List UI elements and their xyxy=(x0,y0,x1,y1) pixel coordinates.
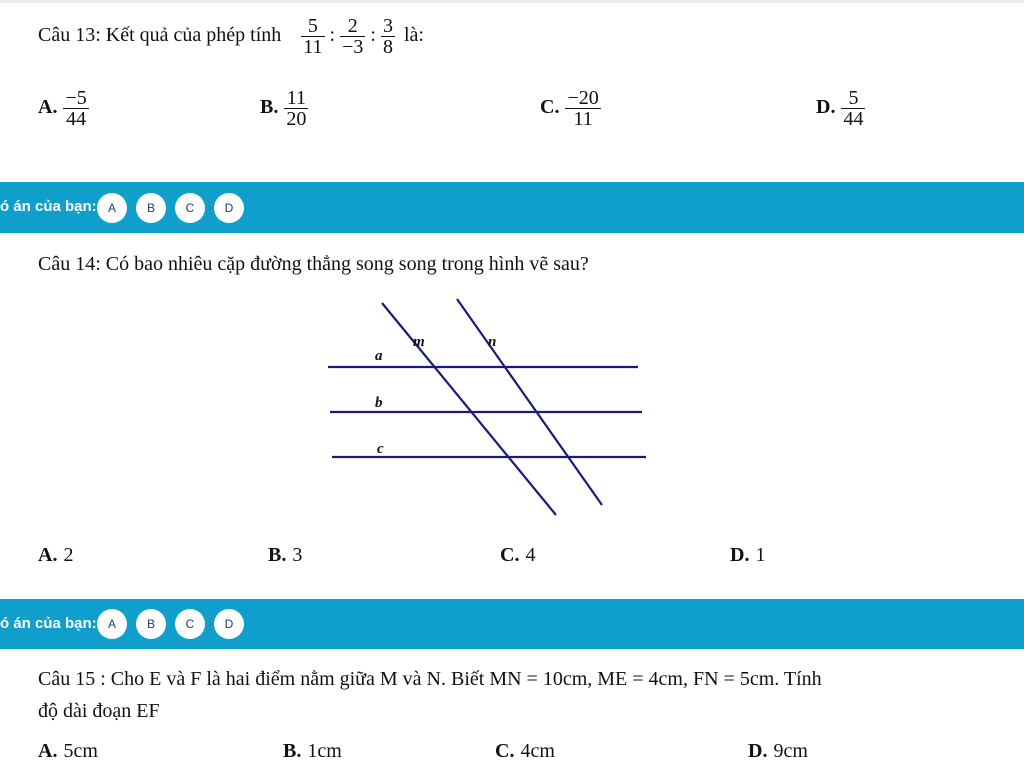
q15-option-c: C. 4cm xyxy=(495,740,555,762)
label-n: n xyxy=(488,334,497,350)
question-15-line-1: Câu 15 : Cho E và F là hai điểm nằm giữa M và N. Biết MN = 10cm, ME = 4cm, FN = 5cm. Tính xyxy=(38,668,822,690)
q14-option-d: D. 1 xyxy=(730,544,766,566)
q14-option-a: A. 2 xyxy=(38,544,74,566)
answer-1-choice-c[interactable]: C xyxy=(175,193,205,223)
q14-option-c: C. 4 xyxy=(500,544,536,566)
parallel-lines-figure xyxy=(320,290,660,520)
q13-frac-2: $\frac{2}{-3}$ xyxy=(342,15,364,58)
question-13 xyxy=(38,16,424,57)
answer-bar-2 xyxy=(0,599,1024,649)
q13-suffix: là: xyxy=(403,24,424,47)
answer-2-choice-a[interactable]: A xyxy=(97,609,127,639)
answer-2-choice-b[interactable]: B xyxy=(136,609,166,639)
q13-frac-3: $\frac{3}{8}$ xyxy=(382,15,393,58)
q13-option-d: D. $\frac{5}{44}$ xyxy=(816,87,864,130)
q14-option-b: B. 3 xyxy=(268,544,303,566)
label-b: b xyxy=(375,395,383,411)
line-m xyxy=(382,303,556,515)
answer-1-choice-b[interactable]: B xyxy=(136,193,166,223)
q15-option-d: D. 9cm xyxy=(748,740,808,762)
answer-1-choice-d[interactable]: D xyxy=(214,193,244,223)
q13-op-1: : xyxy=(329,24,336,47)
answer-2-choice-c[interactable]: C xyxy=(175,609,205,639)
q13-option-b: B. $\frac{11}{20}$ xyxy=(260,87,307,130)
answer-bar-1-label: ó án của bạn: xyxy=(0,198,97,215)
q15-option-b: B. 1cm xyxy=(283,740,342,762)
line-n xyxy=(457,299,602,505)
answer-bar-1 xyxy=(0,182,1024,233)
answer-bar-2-label: ó án của bạn: xyxy=(0,615,97,632)
q13-frac-1: $\frac{5}{11}$ xyxy=(303,15,323,58)
q13-op-2: : xyxy=(370,24,376,47)
label-c: c xyxy=(377,441,384,457)
answer-2-choice-d[interactable]: D xyxy=(214,609,244,639)
label-a: a xyxy=(375,348,383,364)
question-15-line-2: độ dài đoạn EF xyxy=(38,700,160,722)
q15-option-a: A. 5cm xyxy=(38,740,98,762)
label-m: m xyxy=(413,334,425,350)
question-14: Câu 14: Có bao nhiêu cặp đường thẳng song song trong hình vẽ sau? xyxy=(38,253,589,275)
q13-option-c: C. $\frac{-20}{11}$ xyxy=(540,87,599,130)
q13-prefix: Câu 13: Kết quả của phép tính xyxy=(38,24,282,47)
top-divider xyxy=(0,0,1024,3)
q13-option-a: A. $\frac{-5}{44}$ xyxy=(38,87,87,130)
answer-1-choice-a[interactable]: A xyxy=(97,193,127,223)
